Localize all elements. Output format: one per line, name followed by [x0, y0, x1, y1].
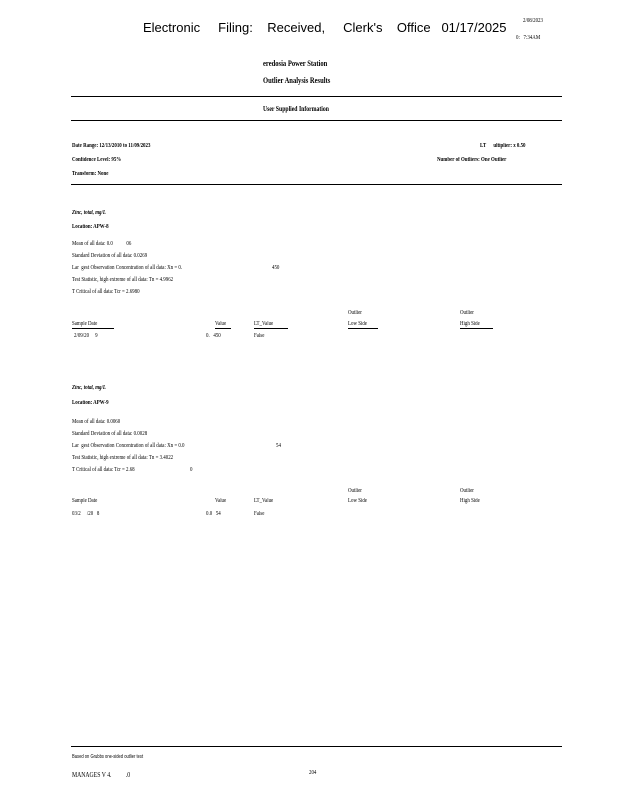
- col-outlier-high-2: High Side: [460, 321, 480, 327]
- underline-low-side: [348, 328, 378, 329]
- confidence-level: Confidence Level: 95%: [72, 157, 122, 163]
- underline-high-side: [460, 328, 493, 329]
- test-statistic: Test Statistic, high extreme of all data: Tn = 3.4022: [72, 455, 174, 461]
- filing-stamp: Electronic Filing: Received, Clerk's Office 01/17/2025: [143, 20, 507, 35]
- col-outlier-low-1: Outlier: [348, 310, 362, 316]
- col-value: Value: [215, 321, 227, 327]
- row-value: 0. 450: [206, 333, 221, 339]
- col-outlier-low-2: Low Side: [348, 498, 368, 504]
- footer-note: Based on Grubbs one-sided outlier test: [72, 754, 144, 760]
- col-value: Value: [215, 498, 227, 504]
- underline-sample-date: [72, 328, 114, 329]
- params-rule: [71, 184, 562, 185]
- row-lt-value: False: [254, 333, 265, 339]
- col-outlier-low-2: Low Side: [348, 321, 368, 327]
- analyte-name: Zinc, total, mg/L: [72, 210, 106, 216]
- footer-rule: [71, 746, 562, 747]
- software-version: MANAGES V 4. .0: [72, 771, 131, 779]
- col-sample-date: Sample Date: [72, 321, 98, 327]
- largest-observation-tail: 54: [276, 443, 281, 449]
- col-outlier-high-1: Outlier: [460, 310, 474, 316]
- col-sample-date: Sample Date: [72, 498, 98, 504]
- analyte-name: Zinc, total, mg/L: [72, 385, 106, 391]
- col-outlier-low-1: Outlier: [348, 488, 362, 494]
- largest-observation-tail: 450: [272, 265, 280, 271]
- transform: Transform: None: [72, 171, 109, 177]
- row-sample-date: 03/2 /20 8: [72, 511, 100, 517]
- largest-observation: Lar gest Observation Concentration of all data: Xn = 0.0: [72, 443, 185, 449]
- test-statistic: Test Statistic, high extreme of all data: Tn = 4.9962: [72, 277, 174, 283]
- col-outlier-high-2: High Side: [460, 498, 480, 504]
- lt-multiplier: LT ultiplier: x 0.50: [480, 143, 526, 149]
- col-lt-value: LT_Value: [254, 498, 274, 504]
- t-critical: T Critical of all data: Tcr = 2.68: [72, 467, 135, 473]
- station-name: eredosia Power Station: [263, 59, 328, 68]
- location: Location: APW-9: [72, 400, 109, 406]
- date-range: Date Range: 12/13/2010 to 11/09/2023: [72, 143, 151, 149]
- col-outlier-high-1: Outlier: [460, 488, 474, 494]
- number-of-outliers: Number of Outliers: One Outlier: [437, 157, 507, 163]
- t-critical: T Critical of all data: Tcr = 2.6980: [72, 289, 140, 295]
- col-lt-value: LT_Value: [254, 321, 274, 327]
- section-title: User Supplied Information: [263, 105, 329, 113]
- underline-lt-value: [254, 328, 288, 329]
- std-deviation: Standard Deviation of all data: 0.0269: [72, 253, 148, 259]
- t-critical-tail: 0: [190, 467, 193, 473]
- mean-value: Mean of all data: 0.0 06: [72, 241, 132, 247]
- stamp-date: 2/08/2023: [523, 18, 543, 24]
- row-value: 0.0 54: [206, 511, 221, 517]
- underline-value: [215, 328, 231, 329]
- stamp-time: 0: 7:34AM: [516, 35, 541, 41]
- std-deviation: Standard Deviation of all data: 0.0028: [72, 431, 148, 437]
- section-rule: [71, 120, 562, 121]
- row-lt-value: False: [254, 511, 265, 517]
- mean-value: Mean of all data: 0.0060: [72, 419, 121, 425]
- location: Location: APW-8: [72, 224, 109, 230]
- row-sample-date: 2/09/20 9: [74, 333, 98, 339]
- page-number: 204: [309, 770, 317, 776]
- report-title: Outlier Analysis Results: [263, 76, 331, 85]
- largest-observation: Lar gest Observation Concentration of all data: Xn = 0.: [72, 265, 183, 271]
- header-rule: [71, 96, 562, 97]
